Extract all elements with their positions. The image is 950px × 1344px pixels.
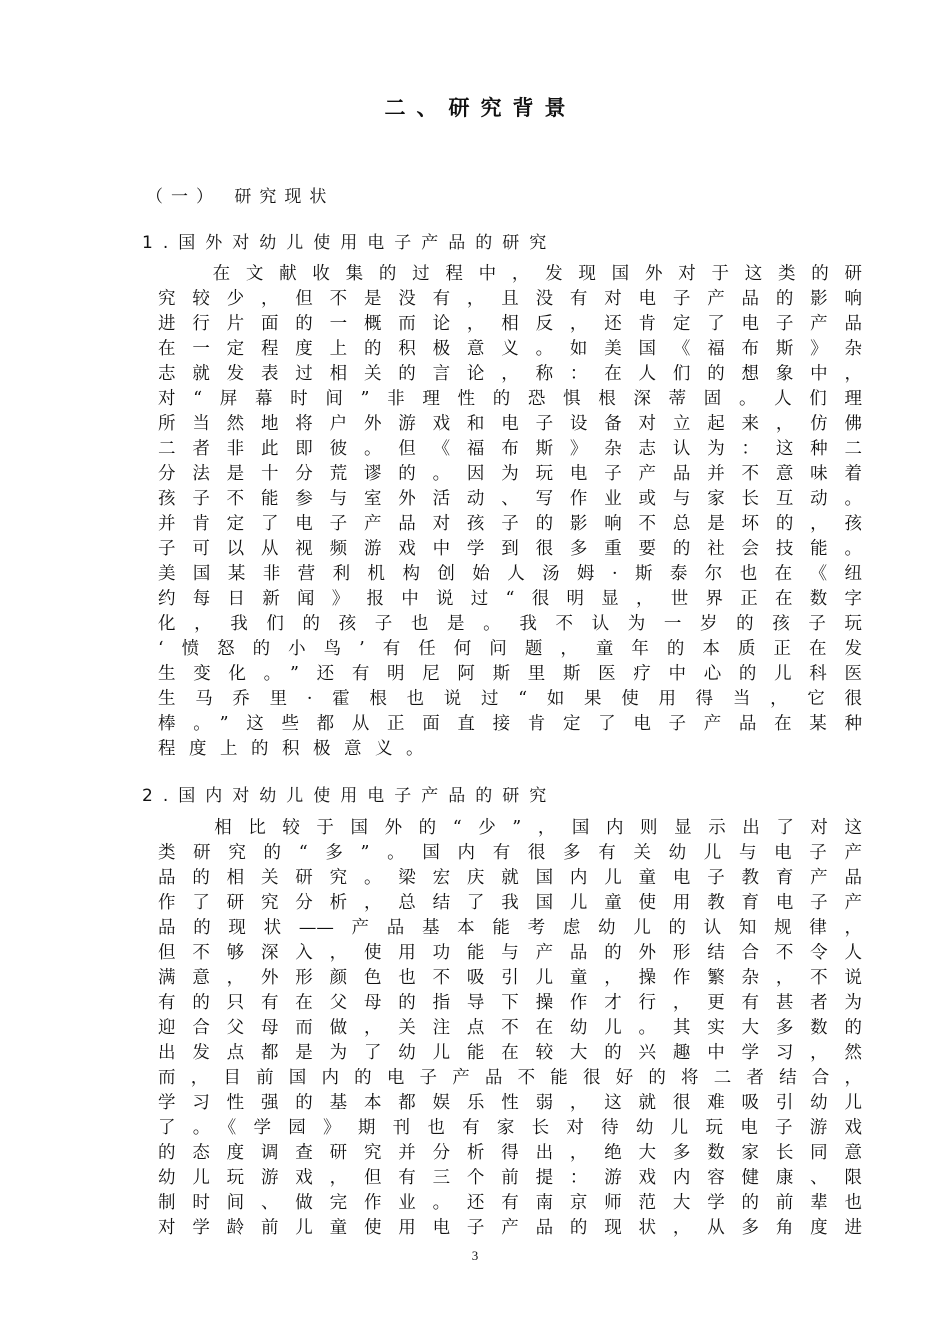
text-line: 生马乔里·霍根也说过“如果使用得当，它很 [158, 689, 862, 709]
text-line: 品的相关研究。梁宏庆就国内儿童电子教育产品 [158, 868, 862, 888]
text-line: 程度上的积极意义。 [158, 739, 437, 759]
text-line: 在文献收集的过程中，发现国外对于这类的研 [158, 264, 862, 284]
text-line: 究较少，但不是没有，且没有对电子产品的影响 [158, 289, 862, 309]
section-heading: （一） 研究现状 [146, 187, 335, 207]
text-line: 并肯定了电子产品对孩子的影响不总是坏的，孩 [158, 514, 862, 534]
text-line: 出发点都是为了幼儿能在较大的兴趣中学习，然 [158, 1043, 862, 1063]
text-line: 品的现状——产品基本能考虑幼儿的认知规律， [158, 918, 862, 938]
text-line: 生变化。”还有明尼阿斯里斯医疗中心的儿科医 [158, 664, 862, 684]
text-line: 所当然地将户外游戏和电子设备对立起来，仿佛 [158, 414, 862, 434]
text-line: 约每日新闻》报中说过“很明显，世界正在数字 [158, 589, 862, 609]
text-line: 满意，外形颜色也不吸引儿童，操作繁杂，不说 [158, 968, 862, 988]
text-line: 的态度调查研究并分析得出，绝大多数家长同意 [158, 1143, 862, 1163]
text-line: 类研究的“多”。国内有很多有关幼儿与电子产 [158, 843, 862, 863]
text-line: 制时间、做完作业。还有南京师范大学的前辈也 [158, 1193, 862, 1213]
text-line: 而，目前国内的电子产品不能很好的将二者结合， [158, 1068, 862, 1088]
text-line: 进行片面的一概而论，相反，还肯定了电子产品 [158, 314, 862, 334]
text-line: 二者非此即彼。但《福布斯》杂志认为：这种二 [158, 439, 862, 459]
text-line: 孩子不能参与室外活动、写作业或与家长互动。 [158, 489, 862, 509]
text-line: 棒。”这些都从正面直接肯定了电子产品在某种 [158, 714, 862, 734]
text-line: 了。《学园》期刊也有家长对待幼儿玩电子游戏 [158, 1118, 862, 1138]
text-line: ‘愤怒的小鸟’有任何问题，童年的本质正在发 [158, 639, 862, 659]
text-line: 作了研究分析，总结了我国儿童使用教育电子产 [158, 893, 862, 913]
text-line: 学习性强的基本都娱乐性弱，这就很难吸引幼儿 [158, 1093, 862, 1113]
text-line: 分法是十分荒谬的。因为玩电子产品并不意味着 [158, 464, 862, 484]
text-line: 幼儿玩游戏，但有三个前提：游戏内容健康、限 [158, 1168, 862, 1188]
text-line: 美国某非营利机构创始人汤姆·斯泰尔也在《纽 [158, 564, 862, 584]
text-line: 在一定程度上的积极意义。如美国《福布斯》杂 [158, 339, 862, 359]
text-line: 志就发表过相关的言论，称：在人们的想象中， [158, 364, 862, 384]
paragraph-foreign-research [158, 262, 862, 762]
text-line: 有的只有在父母的指导下操作才行，更有甚者为 [158, 993, 862, 1013]
text-line: 化，我们的孩子也是。我不认为一岁的孩子玩 [158, 614, 862, 634]
text-line: 迎合父母而做，关注点不在幼儿。其实大多数的 [158, 1018, 862, 1038]
subsection-heading-foreign: 1.国外对幼儿使用电子产品的研究 [142, 233, 557, 253]
page-number: 3 [471, 1248, 479, 1263]
text-line: 但不够深入，使用功能与产品的外形结合不令人 [158, 943, 862, 963]
paragraph-domestic-research [158, 816, 862, 1241]
subsection-heading-domestic: 2.国内对幼儿使用电子产品的研究 [142, 786, 557, 806]
text-line: 对学龄前儿童使用电子产品的现状，从多角度进 [158, 1218, 862, 1238]
text-line: 相比较于国外的“少”，国内则显示出了对这 [158, 818, 862, 838]
page-title: 二、研究背景 [384, 96, 577, 120]
text-line: 子可以从视频游戏中学到很多重要的社会技能。 [158, 539, 862, 559]
text-line: 对“屏幕时间”非理性的恐惧根深蒂固。人们理 [158, 389, 862, 409]
